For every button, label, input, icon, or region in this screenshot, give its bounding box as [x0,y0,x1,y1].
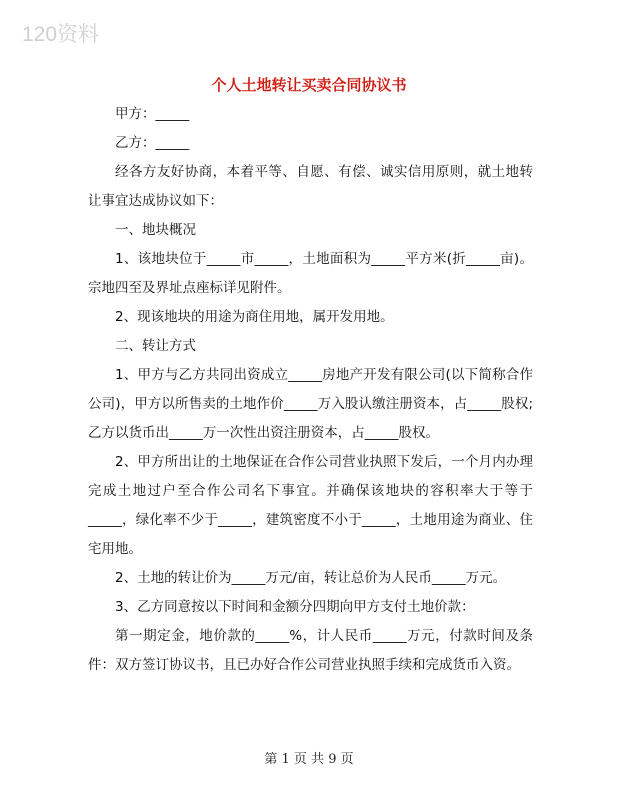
party-b-line: 乙方：_____ [115,135,190,151]
clause-land-transfer: 2、甲方所出让的土地保证在合作公司营业执照下发后，一个月内办理完成土地过户至合作公司名下事宜。并确保该地块的容积率大于等于_____，绿化率不少于_____，建筑密度不小于_____，土地用途为商业、住宅用地。 [88,454,533,557]
clause-plot-usage: 2、现该地块的用途为商住用地，属开发用地。 [115,309,394,325]
party-a-line: 甲方：_____ [115,106,190,122]
clause-payment-schedule: 3、乙方同意按以下时间和金额分四期向甲方支付土地价款： [115,599,475,615]
document-title: 个人土地转让买卖合同协议书 [211,76,407,94]
page-footer: 第 1 页 共 9 页 [264,752,354,767]
clause-transfer-price: 2、土地的转让价为_____万元/亩，转让总价为人民币_____万元。 [115,570,507,586]
clause-first-payment: 第一期定金，地价款的_____%，计人民币_____万元，付款时间及条件：双方签订协议书，且已办好合作公司营业执照手续和完成货币入资。 [88,628,533,673]
document-body [88,100,533,680]
section-heading-transfer-method: 二、转让方式 [115,338,196,354]
intro-paragraph: 经各方友好协商，本着平等、自愿、有偿、诚实信用原则，就土地转让事宜达成协议如下： [88,164,533,209]
clause-plot-location: 1、该地块位于_____市_____，土地面积为_____平方米(折_____亩)。宗地四至及界址点座标详见附件。 [88,251,533,296]
clause-joint-venture: 1、甲方与乙方共同出资成立_____房地产开发有限公司(以下简称合作公司)，甲方以所售卖的土地作价_____万入股认缴注册资本，占_____股权;乙方以货币出_____万一次性出资注册资本，占_____股权。 [88,367,533,441]
section-heading-plot-overview: 一、地块概况 [115,222,196,238]
watermark: 120资料 [22,23,100,46]
